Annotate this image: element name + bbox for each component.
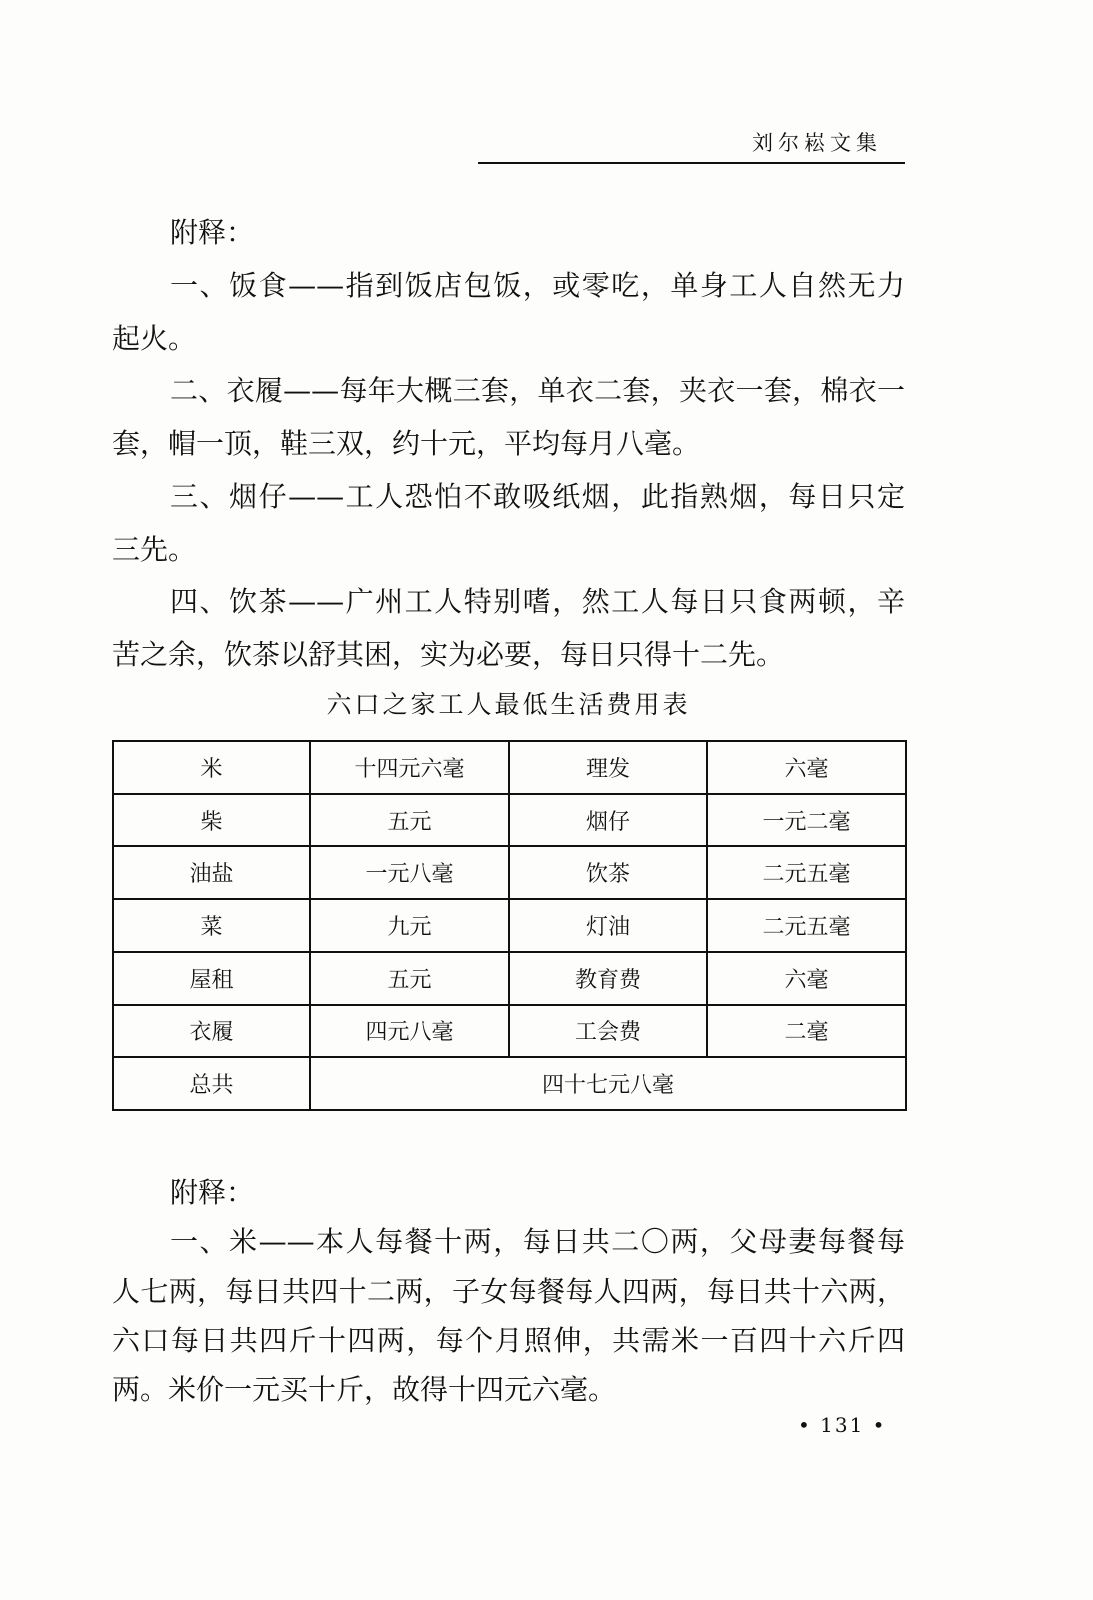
table-total-row bbox=[113, 1057, 906, 1110]
paragraph-line: 套，帽一顶，鞋三双，约十元，平均每月八毫。 bbox=[112, 427, 701, 460]
page-number: • 131 • bbox=[798, 1413, 887, 1437]
table-cell: 油盐 bbox=[113, 846, 310, 899]
table-cell: 工会费 bbox=[509, 1005, 707, 1058]
notes-heading: 附释： bbox=[170, 216, 255, 249]
table-caption: 六口之家工人最低生活费用表 bbox=[326, 690, 691, 719]
table-cell: 柴 bbox=[113, 794, 310, 847]
paragraph-line: 一、饭食——指到饭店包饭，或零吃，单身工人自然无力 bbox=[170, 268, 905, 302]
cost-table bbox=[112, 740, 907, 1111]
table-cell: 烟仔 bbox=[509, 794, 707, 847]
table-row bbox=[113, 794, 906, 847]
table-row bbox=[113, 846, 906, 899]
table-cell: 米 bbox=[113, 741, 310, 794]
table-cell: 二元五毫 bbox=[707, 846, 906, 899]
paragraph-line: 三、烟仔——工人恐怕不敢吸纸烟，此指熟烟，每日只定 bbox=[170, 479, 905, 513]
table-cell: 五元 bbox=[310, 952, 509, 1005]
table-row bbox=[113, 1005, 906, 1058]
table-cell: 四元八毫 bbox=[310, 1005, 509, 1058]
header-rule bbox=[478, 162, 905, 164]
notes-section-1 bbox=[112, 207, 905, 682]
table-cell: 十四元六毫 bbox=[310, 741, 509, 794]
paragraph-line: 起火。 bbox=[112, 321, 197, 355]
paragraph-line: 人七两，每日共四十二两，子女每餐每人四两，每日共十六两， bbox=[112, 1274, 905, 1308]
paragraph-line: 两。米价一元买十斤，故得十四元六毫。 bbox=[112, 1373, 617, 1406]
paragraph-line: 三先。 bbox=[112, 532, 197, 566]
table-cell: 六毫 bbox=[707, 952, 906, 1005]
table-cell: 衣履 bbox=[113, 1005, 310, 1058]
table-cell: 理发 bbox=[509, 741, 707, 794]
table-cell: 饮茶 bbox=[509, 846, 707, 899]
table-total-value: 四十七元八毫 bbox=[310, 1057, 906, 1110]
table-cell: 二元五毫 bbox=[707, 899, 906, 952]
table-cell: 教育费 bbox=[509, 952, 707, 1005]
table-row bbox=[113, 899, 906, 952]
table-cell: 屋租 bbox=[113, 952, 310, 1005]
table-row bbox=[113, 952, 906, 1005]
table-total-label: 总共 bbox=[113, 1057, 310, 1110]
table-cell: 一元八毫 bbox=[310, 846, 509, 899]
notes-heading: 附释： bbox=[170, 1176, 255, 1209]
table-row bbox=[113, 741, 906, 794]
paragraph-line: 苦之余，饮茶以舒其困，实为必要，每日只得十二先。 bbox=[112, 638, 785, 671]
paragraph-line: 六口每日共四斤十四两，每个月照伸，共需米一百四十六斤四 bbox=[112, 1323, 905, 1357]
table-cell: 一元二毫 bbox=[707, 794, 906, 847]
paragraph-line: 二、衣履——每年大概三套，单衣二套，夹衣一套，棉衣一 bbox=[170, 374, 905, 408]
table-cell: 二毫 bbox=[707, 1005, 906, 1058]
paragraph-line: 四、饮茶——广州工人特别嗜，然工人每日只食两顿，辛 bbox=[170, 585, 905, 619]
table-cell: 菜 bbox=[113, 899, 310, 952]
paragraph-line: 一、米——本人每餐十两，每日共二〇两，父母妻每餐每 bbox=[170, 1225, 905, 1259]
table-cell: 五元 bbox=[310, 794, 509, 847]
running-title: 刘尔崧文集 bbox=[752, 131, 882, 155]
table-cell: 六毫 bbox=[707, 741, 906, 794]
notes-section-2 bbox=[112, 1168, 905, 1414]
table-cell: 灯油 bbox=[509, 899, 707, 952]
table-cell: 九元 bbox=[310, 899, 509, 952]
